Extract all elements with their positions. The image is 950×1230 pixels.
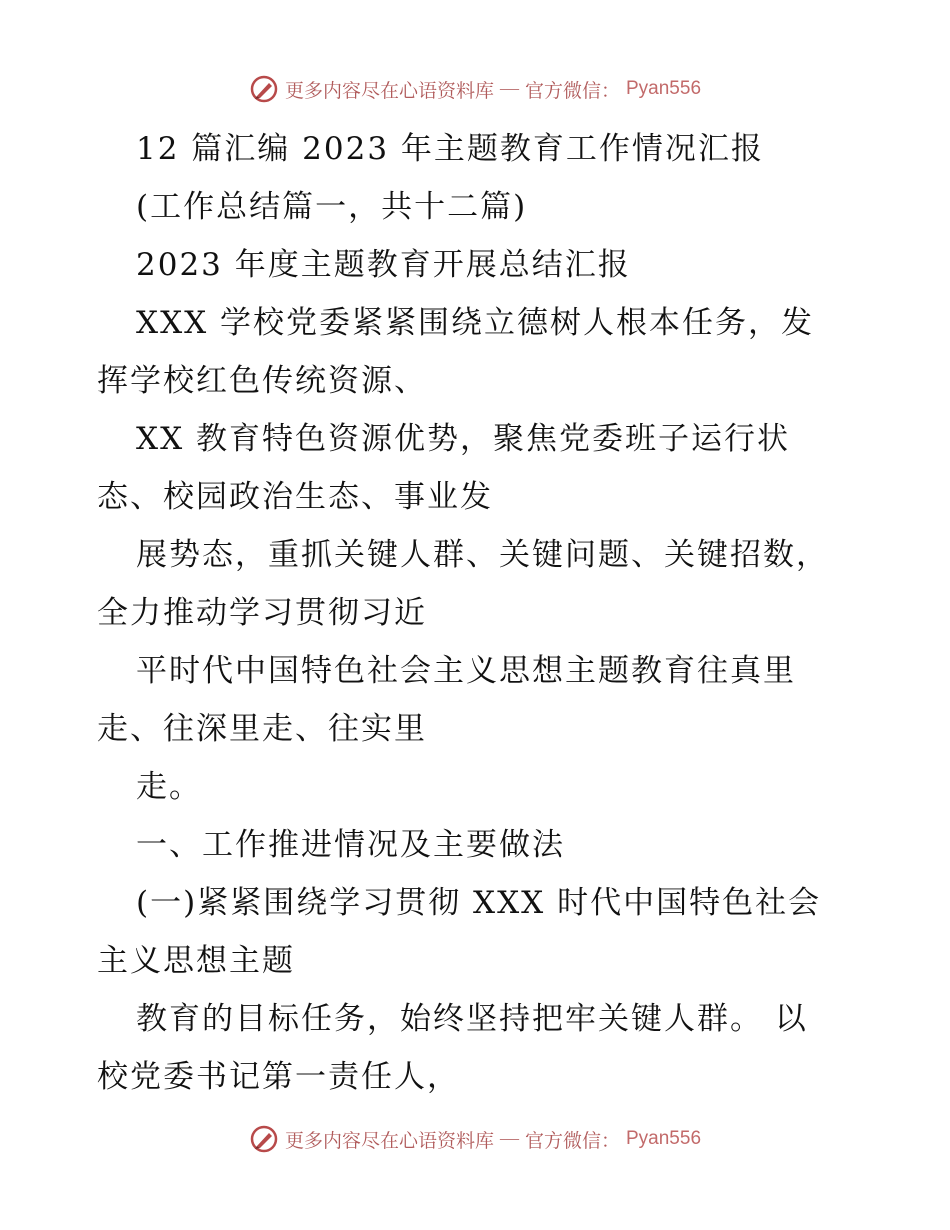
paragraph-line: 教育的目标任务，始终坚持把牢关键人群。 以: [136, 1001, 808, 1037]
watermark-wechat-id: Pyan556: [626, 1128, 702, 1149]
paragraph-line: 态、校园政治生态、事业发: [97, 479, 493, 515]
document-title: 12 篇汇编 2023 年主题教育工作情况汇报: [136, 131, 764, 167]
pen-logo-icon: [249, 74, 279, 104]
section-heading: 2023 年度主题教育开展总结汇报: [136, 247, 631, 283]
watermark-text: 更多内容尽在心语资料库: [284, 1130, 494, 1152]
watermark-wechat-label: 官方微信：: [524, 1130, 620, 1152]
paragraph-line: 主义思想主题: [97, 943, 295, 979]
paragraph-line: 校党委书记第一责任人，: [97, 1059, 460, 1095]
pen-logo-icon: [249, 1124, 279, 1154]
paragraph-line: 走、往深里走、往实里: [97, 711, 427, 747]
watermark-text: 更多内容尽在心语资料库: [284, 80, 494, 102]
paragraph-line: 全力推动学习贯彻习近: [97, 595, 427, 631]
subsection-heading: (一)紧紧围绕学习贯彻 XXX 时代中国特色社会: [136, 885, 822, 921]
watermark-header: [0, 74, 950, 104]
watermark-separator: —: [499, 78, 519, 99]
watermark-footer: [0, 1124, 950, 1154]
paragraph-line: XX 教育特色资源优势，聚焦党委班子运行状: [136, 421, 790, 457]
paragraph-line: 走。: [136, 769, 202, 805]
document-subtitle: (工作总结篇一，共十二篇): [136, 189, 528, 225]
paragraph-line: 展势态，重抓关键人群、关键问题、关键招数，: [136, 537, 829, 573]
watermark-separator: —: [499, 1128, 519, 1149]
paragraph-line: 挥学校红色传统资源、: [97, 363, 427, 399]
watermark-wechat-id: Pyan556: [626, 78, 702, 99]
paragraph-line: 平时代中国特色社会主义思想主题教育往真里: [136, 653, 796, 689]
document-body: [97, 120, 837, 1106]
paragraph-line: XXX 学校党委紧紧围绕立德树人根本任务，发: [136, 305, 815, 341]
watermark-wechat-label: 官方微信：: [524, 80, 620, 102]
section-heading: 一、工作推进情况及主要做法: [136, 827, 565, 863]
